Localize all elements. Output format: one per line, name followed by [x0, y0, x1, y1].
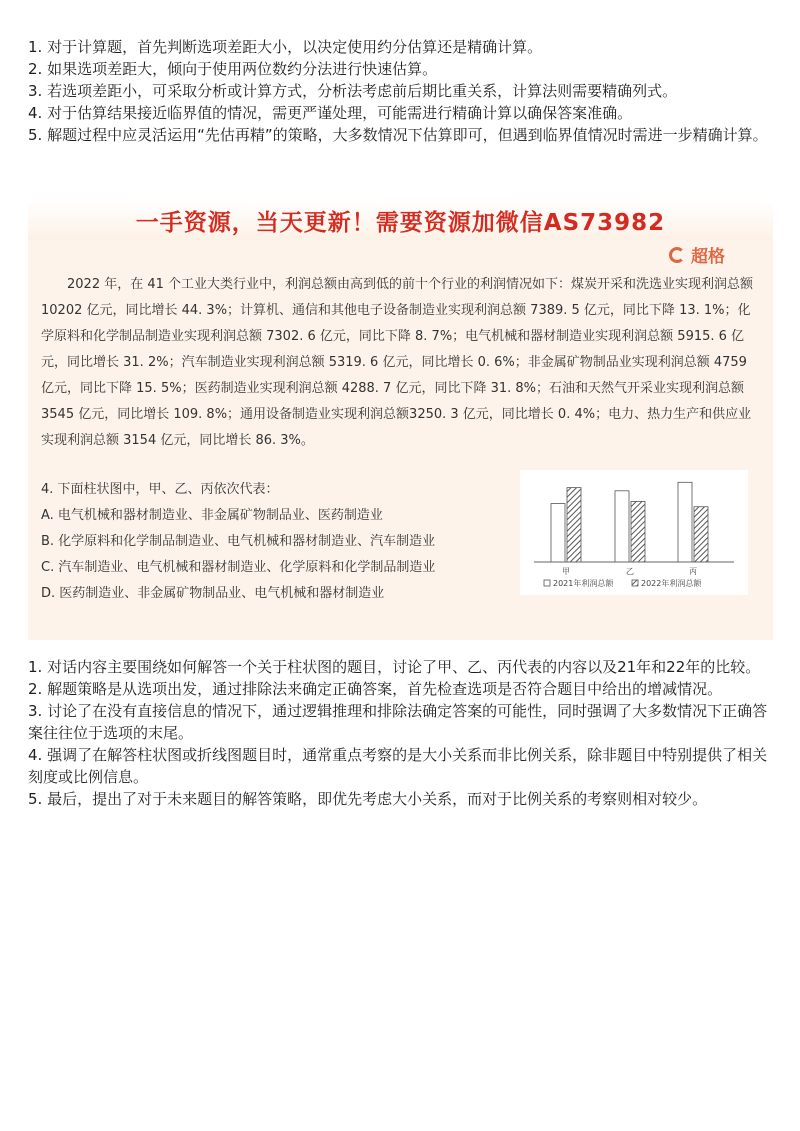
banner-text: 一手资源，当天更新！需要资源加微信AS73982 [135, 210, 666, 236]
legend-swatch-2022 [632, 580, 638, 586]
bar-乙-2022 [631, 501, 645, 562]
bar-甲-2021 [551, 504, 565, 562]
bar-chart [520, 470, 748, 595]
option-b: B. 化学原料和化学制品制造业、电气机械和器材制造业、汽车制造业 [41, 534, 436, 549]
chart-bars [551, 482, 708, 562]
tip-item: 2. 如果选项差距大，倾向于使用两位数约分法进行快速估算。 [28, 60, 438, 78]
legend [544, 578, 702, 588]
legend-swatch-2021 [544, 580, 550, 586]
summary-item: 1. 对话内容主要围绕如何解答一个关于柱状图的题目，讨论了甲、乙、丙代表的内容以及21年和22年的比较。 [28, 658, 761, 676]
summary-item: 2. 解题策略是从选项出发，通过排除法来确定正确答案，首先检查选项是否符合题目中给出的增减情况。 [28, 680, 723, 698]
logo-icon [669, 247, 685, 263]
bar-丙-2021 [678, 482, 692, 562]
tip-item: 4. 对于估算结果接近临界值的情况，需更严谨处理，可能需进行精确计算以确保答案准确。 [28, 104, 633, 122]
summary-item: 4. 强调了在解答柱状图或折线图题目时，通常重点考察的是大小关系而非比例关系，除非题目中特别提供了相关刻度或比例信息。 [28, 746, 768, 786]
tip-item: 3. 若选项差距小，可采取分析或计算方式，分析法考虑前后期比重关系，计算法则需要精确列式。 [28, 82, 678, 100]
summary-item: 3. 讨论了在没有直接信息的情况下，通过逻辑推理和排除法确定答案的可能性，同时强调了大多数情况下正确答案往往位于选项的末尾。 [28, 702, 768, 742]
question-stem: 4. 下面柱状图中，甲、乙、丙依次代表： [41, 482, 279, 497]
tip-item: 1. 对于计算题，首先判断选项差距大小，以决定使用约分估算还是精确计算。 [28, 38, 543, 56]
x-tick-labels [562, 567, 697, 576]
legend-label-2022: 2022年利润总额 [641, 579, 702, 588]
passage-text: 2022 年，在 41 个工业大类行业中，利润总额由高到低的前十个行业的利润情况如下：煤炭开采和洗选业实现利润总额 10202 亿元，同比增长 44. 3%；计算机、通信和其他电子设备制造业实现利润总额 7389. 5 亿元，同比下降 13. 1%；化学原料和化学制品制造业实现利润总额 7302. 6 亿元，同比下降 8. 7%；电气机械和器材制造业实现利润总额 5915. 6 亿元，同比增长 31. 2%；汽车制造业实现利润总额 5319. 6 亿元，同比增长 0. 6%；非金属矿物制品业实现利润总额 4759 亿元，同比下降 15. 5%；医药制造业实现利润总额 4288. 7 亿元，同比下降 31. 8%；石油和天然气开采业实现利润总额 3545 亿元，同比增长 109. 8%；通用设备制造业实现利润总额3250. 3 亿元，同比增长 0. 4%；电力、热力生产和供应业实现利润总额 3154 亿元，同比增长 86. 3%。 [41, 277, 754, 448]
question-block [41, 477, 435, 607]
banner [28, 200, 773, 240]
tips-list [28, 36, 776, 146]
summary-list [28, 656, 776, 810]
summary-item: 5. 最后，提出了对于未来题目的解答策略，即优先考虑大小关系，而对于比例关系的考察则相对较少。 [28, 790, 708, 808]
x-tick-label: 甲 [562, 567, 570, 576]
option-d: D. 医药制造业、非金属矿物制品业、电气机械和器材制造业 [41, 586, 385, 601]
x-tick-label: 丙 [689, 567, 697, 576]
tip-item: 5. 解题过程中应灵活运用“先估再精”的策略，大多数情况下估算即可，但遇到临界值情况时需进一步精确计算。 [28, 126, 768, 144]
brand-logo [669, 242, 725, 267]
option-a: A. 电气机械和器材制造业、非金属矿物制品业、医药制造业 [41, 508, 383, 523]
x-tick-label: 乙 [626, 567, 634, 576]
brand-name: 超格 [691, 247, 725, 267]
bar-乙-2021 [615, 491, 629, 562]
question-image [28, 200, 773, 640]
option-c: C. 汽车制造业、电气机械和器材制造业、化学原料和化学制品制造业 [41, 560, 436, 575]
bar-甲-2022 [567, 488, 581, 562]
legend-label-2021: 2021年利润总额 [553, 579, 614, 588]
bar-丙-2022 [694, 507, 708, 562]
bar-chart-svg [520, 470, 748, 595]
